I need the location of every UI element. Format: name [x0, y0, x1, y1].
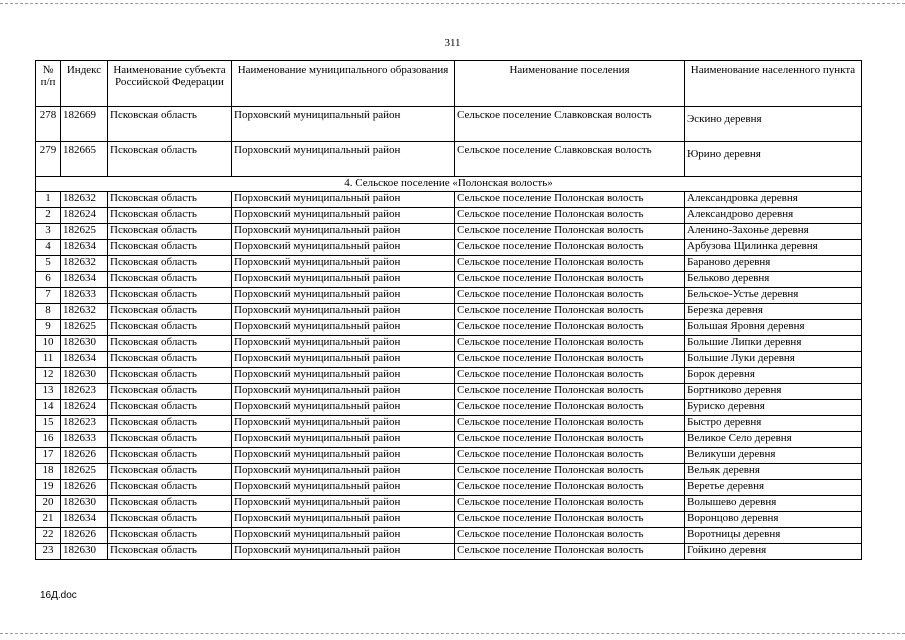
cell-settlement: Сельское поселение Полонская волость [455, 256, 685, 272]
cell-num: 21 [36, 512, 61, 528]
section-title: 4. Сельское поселение «Полонская волость» [36, 177, 862, 192]
table-row [36, 208, 862, 224]
cell-subject: Псковская область [108, 416, 232, 432]
cell-municipality: Порховский муниципальный район [232, 352, 455, 368]
cell-subject: Псковская область [108, 400, 232, 416]
table-row [36, 368, 862, 384]
cell-municipality: Порховский муниципальный район [232, 464, 455, 480]
cell-index: 182623 [61, 384, 108, 400]
table-row [36, 400, 862, 416]
cell-locality: Воротницы деревня [685, 528, 862, 544]
cell-settlement: Сельское поселение Славковская волость [455, 142, 685, 177]
cell-num: 3 [36, 224, 61, 240]
cell-municipality: Порховский муниципальный район [232, 224, 455, 240]
cell-locality: Волышево деревня [685, 496, 862, 512]
cell-index: 182632 [61, 256, 108, 272]
cell-subject: Псковская область [108, 352, 232, 368]
cell-num: 4 [36, 240, 61, 256]
cell-locality: Арбузова Щилинка деревня [685, 240, 862, 256]
cell-index: 182634 [61, 512, 108, 528]
table-row [36, 448, 862, 464]
cell-municipality: Порховский муниципальный район [232, 240, 455, 256]
cell-subject: Псковская область [108, 304, 232, 320]
cell-municipality: Порховский муниципальный район [232, 496, 455, 512]
cell-settlement: Сельское поселение Полонская волость [455, 512, 685, 528]
cell-municipality: Порховский муниципальный район [232, 320, 455, 336]
cell-settlement: Сельское поселение Полонская волость [455, 336, 685, 352]
cell-index: 182634 [61, 272, 108, 288]
cell-num: 8 [36, 304, 61, 320]
cell-num: 23 [36, 544, 61, 560]
cell-locality: Быстро деревня [685, 416, 862, 432]
cell-index: 182634 [61, 352, 108, 368]
cell-num: 17 [36, 448, 61, 464]
cell-num: 278 [36, 107, 61, 142]
cell-num: 7 [36, 288, 61, 304]
cell-municipality: Порховский муниципальный район [232, 432, 455, 448]
cell-settlement: Сельское поселение Полонская волость [455, 352, 685, 368]
cell-num: 16 [36, 432, 61, 448]
cell-municipality: Порховский муниципальный район [232, 336, 455, 352]
table-row [36, 352, 862, 368]
cell-settlement: Сельское поселение Полонская волость [455, 208, 685, 224]
cell-index: 182626 [61, 480, 108, 496]
cell-settlement: Сельское поселение Полонская волость [455, 224, 685, 240]
cell-locality: Аленино-Захонье деревня [685, 224, 862, 240]
scan-edge-bottom [0, 633, 905, 634]
cell-subject: Псковская область [108, 192, 232, 208]
table-row [36, 528, 862, 544]
cell-municipality: Порховский муниципальный район [232, 368, 455, 384]
table-row [36, 336, 862, 352]
cell-index: 182624 [61, 400, 108, 416]
cell-num: 15 [36, 416, 61, 432]
cell-settlement: Сельское поселение Полонская волость [455, 384, 685, 400]
cell-settlement: Сельское поселение Полонская волость [455, 304, 685, 320]
cell-settlement: Сельское поселение Полонская волость [455, 272, 685, 288]
cell-subject: Псковская область [108, 496, 232, 512]
footer-filename: 16Д.doc [40, 590, 77, 601]
cell-subject: Псковская область [108, 528, 232, 544]
cell-municipality: Порховский муниципальный район [232, 400, 455, 416]
cell-locality: Бортниково деревня [685, 384, 862, 400]
section-row [36, 177, 862, 192]
cell-municipality: Порховский муниципальный район [232, 544, 455, 560]
cell-municipality: Порховский муниципальный район [232, 304, 455, 320]
cell-index: 182632 [61, 192, 108, 208]
cell-index: 182626 [61, 528, 108, 544]
cell-subject: Псковская область [108, 432, 232, 448]
cell-locality: Бельское-Устье деревня [685, 288, 862, 304]
cell-num: 5 [36, 256, 61, 272]
scan-edge-top [0, 3, 905, 4]
cell-settlement: Сельское поселение Полонская волость [455, 480, 685, 496]
cell-locality: Эскино деревня [685, 107, 862, 142]
cell-subject: Псковская область [108, 544, 232, 560]
cell-locality: Большая Яровня деревня [685, 320, 862, 336]
cell-index: 182625 [61, 320, 108, 336]
cell-index: 182669 [61, 107, 108, 142]
cell-municipality: Порховский муниципальный район [232, 288, 455, 304]
cell-subject: Псковская область [108, 256, 232, 272]
cell-locality: Великуши деревня [685, 448, 862, 464]
cell-index: 182634 [61, 240, 108, 256]
cell-index: 182630 [61, 368, 108, 384]
cell-subject: Псковская область [108, 107, 232, 142]
cell-num: 22 [36, 528, 61, 544]
table-row [36, 416, 862, 432]
table-row [36, 288, 862, 304]
cell-num: 20 [36, 496, 61, 512]
table-row [36, 480, 862, 496]
table-row [36, 256, 862, 272]
header-locality: Наименование населенного пункта [685, 61, 862, 107]
cell-index: 182630 [61, 496, 108, 512]
cell-municipality: Порховский муниципальный район [232, 107, 455, 142]
table-row [36, 544, 862, 560]
cell-subject: Псковская область [108, 512, 232, 528]
cell-settlement: Сельское поселение Полонская волость [455, 448, 685, 464]
cell-subject: Псковская область [108, 288, 232, 304]
table-row [36, 496, 862, 512]
cell-index: 182633 [61, 288, 108, 304]
cell-settlement: Сельское поселение Полонская волость [455, 400, 685, 416]
cell-index: 182623 [61, 416, 108, 432]
cell-num: 2 [36, 208, 61, 224]
cell-locality: Вельяк деревня [685, 464, 862, 480]
cell-subject: Псковская область [108, 448, 232, 464]
cell-num: 9 [36, 320, 61, 336]
table-row [36, 384, 862, 400]
cell-subject: Псковская область [108, 464, 232, 480]
cell-settlement: Сельское поселение Полонская волость [455, 496, 685, 512]
cell-locality: Юрино деревня [685, 142, 862, 177]
cell-locality: Александрово деревня [685, 208, 862, 224]
table-row [36, 240, 862, 256]
cell-municipality: Порховский муниципальный район [232, 480, 455, 496]
table-row [36, 192, 862, 208]
cell-index: 182625 [61, 224, 108, 240]
cell-num: 6 [36, 272, 61, 288]
cell-settlement: Сельское поселение Полонская волость [455, 368, 685, 384]
cell-num: 10 [36, 336, 61, 352]
cell-subject: Псковская область [108, 142, 232, 177]
cell-num: 11 [36, 352, 61, 368]
cell-locality: Веретье деревня [685, 480, 862, 496]
table-row [36, 107, 862, 142]
cell-index: 182665 [61, 142, 108, 177]
cell-locality: Бельково деревня [685, 272, 862, 288]
cell-municipality: Порховский муниципальный район [232, 416, 455, 432]
header-settlement: Наименование поселения [455, 61, 685, 107]
cell-locality: Воронцово деревня [685, 512, 862, 528]
table-row [36, 432, 862, 448]
cell-settlement: Сельское поселение Славковская волость [455, 107, 685, 142]
cell-settlement: Сельское поселение Полонская волость [455, 240, 685, 256]
cell-municipality: Порховский муниципальный район [232, 272, 455, 288]
table-row [36, 304, 862, 320]
cell-subject: Псковская область [108, 224, 232, 240]
header-subject: Наименование субъекта Российской Федерации [108, 61, 232, 107]
cell-num: 12 [36, 368, 61, 384]
cell-subject: Псковская область [108, 336, 232, 352]
cell-settlement: Сельское поселение Полонская волость [455, 320, 685, 336]
table-row [36, 512, 862, 528]
cell-subject: Псковская область [108, 480, 232, 496]
cell-municipality: Порховский муниципальный район [232, 142, 455, 177]
header-municipality: Наименование муниципального образования [232, 61, 455, 107]
cell-index: 182630 [61, 544, 108, 560]
cell-num: 14 [36, 400, 61, 416]
cell-municipality: Порховский муниципальный район [232, 208, 455, 224]
cell-locality: Александровка деревня [685, 192, 862, 208]
cell-settlement: Сельское поселение Полонская волость [455, 416, 685, 432]
cell-subject: Псковская область [108, 368, 232, 384]
cell-subject: Псковская область [108, 384, 232, 400]
cell-locality: Великое Село деревня [685, 432, 862, 448]
header-num: № п/п [36, 61, 61, 107]
cell-locality: Гойкино деревня [685, 544, 862, 560]
table-row [36, 142, 862, 177]
cell-subject: Псковская область [108, 272, 232, 288]
cell-index: 182625 [61, 464, 108, 480]
cell-subject: Псковская область [108, 320, 232, 336]
table-row [36, 464, 862, 480]
cell-index: 182630 [61, 336, 108, 352]
cell-municipality: Порховский муниципальный район [232, 192, 455, 208]
cell-locality: Борок деревня [685, 368, 862, 384]
cell-settlement: Сельское поселение Полонская волость [455, 528, 685, 544]
cell-index: 182632 [61, 304, 108, 320]
cell-subject: Псковская область [108, 208, 232, 224]
cell-municipality: Порховский муниципальный район [232, 256, 455, 272]
cell-municipality: Порховский муниципальный район [232, 512, 455, 528]
cell-index: 182624 [61, 208, 108, 224]
cell-settlement: Сельское поселение Полонская волость [455, 544, 685, 560]
cell-settlement: Сельское поселение Полонская волость [455, 192, 685, 208]
cell-municipality: Порховский муниципальный район [232, 528, 455, 544]
cell-index: 182626 [61, 448, 108, 464]
cell-subject: Псковская область [108, 240, 232, 256]
cell-municipality: Порховский муниципальный район [232, 448, 455, 464]
cell-settlement: Сельское поселение Полонская волость [455, 464, 685, 480]
cell-num: 19 [36, 480, 61, 496]
cell-locality: Большие Липки деревня [685, 336, 862, 352]
cell-locality: Бараново деревня [685, 256, 862, 272]
cell-num: 279 [36, 142, 61, 177]
cell-locality: Буриско деревня [685, 400, 862, 416]
header-index: Индекс [61, 61, 108, 107]
table-row [36, 224, 862, 240]
table-row [36, 320, 862, 336]
cell-municipality: Порховский муниципальный район [232, 384, 455, 400]
cell-index: 182633 [61, 432, 108, 448]
cell-locality: Большие Луки деревня [685, 352, 862, 368]
cell-locality: Березка деревня [685, 304, 862, 320]
table-header-row [36, 61, 862, 107]
page-number: 311 [444, 37, 461, 49]
cell-settlement: Сельское поселение Полонская волость [455, 432, 685, 448]
table-row [36, 272, 862, 288]
cell-settlement: Сельское поселение Полонская волость [455, 288, 685, 304]
cell-num: 13 [36, 384, 61, 400]
cell-num: 18 [36, 464, 61, 480]
settlements-table [35, 60, 862, 560]
cell-num: 1 [36, 192, 61, 208]
